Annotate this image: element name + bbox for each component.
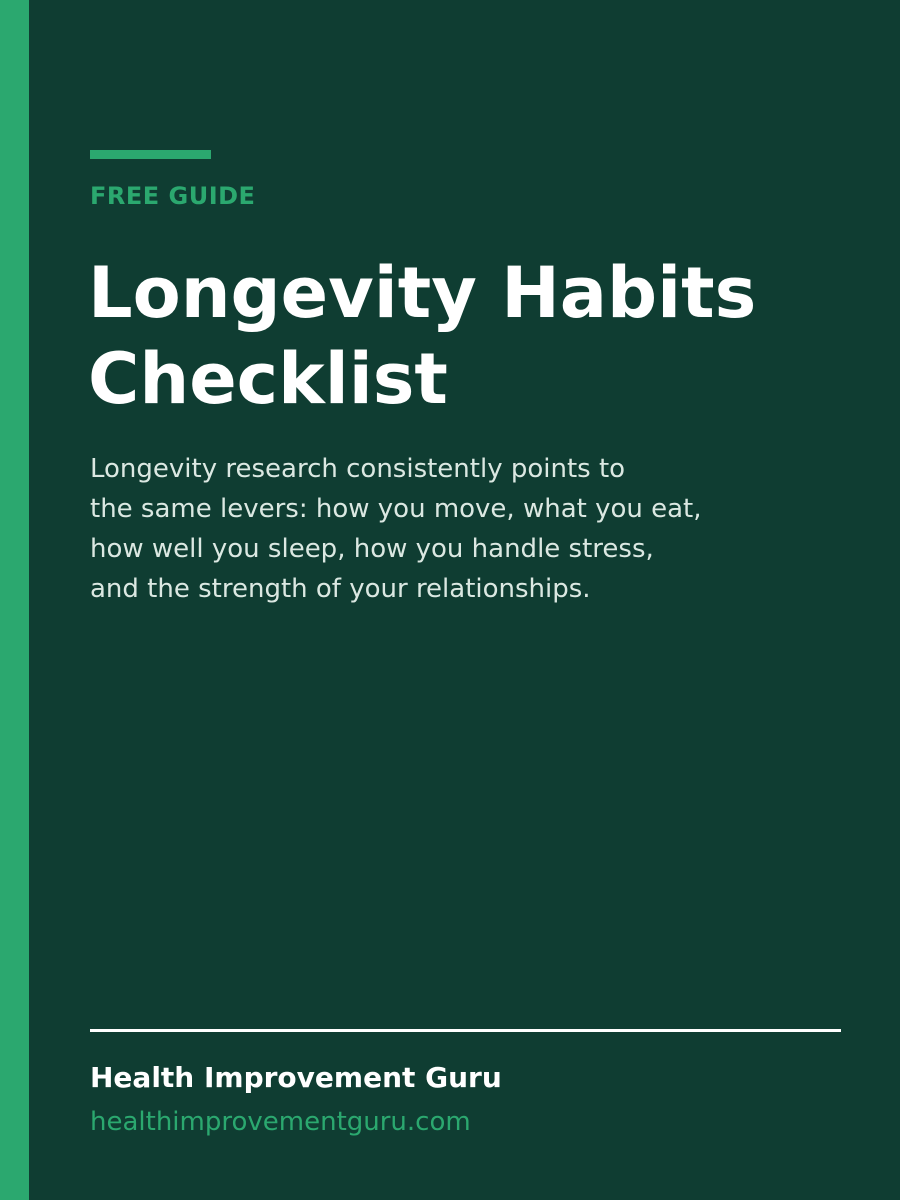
left-accent-stripe [0,0,29,1200]
title-line: Checklist [88,338,448,420]
intro-line: Longevity research consistently points to [90,454,626,484]
footer-divider [90,1029,841,1032]
page-title [88,250,868,422]
intro-line: the same levers: how you move, what you eat, [90,494,702,524]
title-line: Longevity Habits [88,252,757,334]
eyebrow-accent-bar [90,150,211,159]
intro-line: and the strength of your relationships. [90,574,591,604]
intro-paragraph [90,449,850,609]
eyebrow-label: FREE GUIDE [90,182,256,210]
intro-line: how well you sleep, how you handle stress, [90,534,654,564]
brand-website: healthimprovementguru.com [90,1107,471,1137]
brand-name: Health Improvement Guru [90,1061,502,1094]
